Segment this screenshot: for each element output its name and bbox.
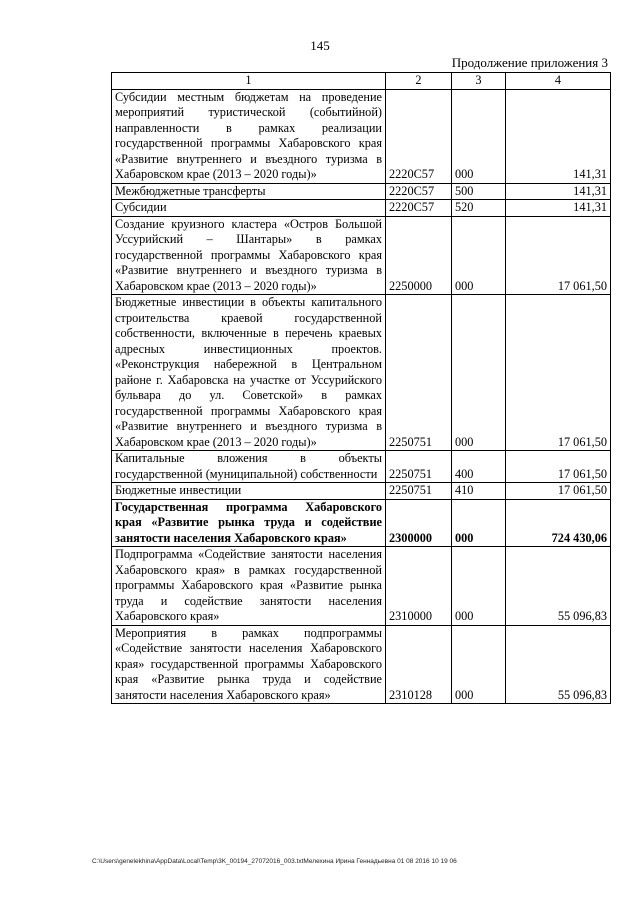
budget-table [111,72,611,704]
table-row [112,295,611,451]
row-amount-cell: 141,31 [506,200,611,217]
row-code-cell: 2310000 [386,547,452,626]
row-code-cell: 2310128 [386,625,452,704]
table-row [112,547,611,626]
row-name-cell: Капитальные вложения в объекты государственной (муниципальной) собственности [112,451,386,483]
header-col-2: 2 [386,73,452,90]
table-row [112,216,611,295]
header-row [112,73,611,90]
row-kind-cell: 400 [452,451,506,483]
row-kind-cell: 410 [452,483,506,500]
row-name-cell: Создание круизного кластера «Остров Большой Уссурийский – Шантары» в рамках государственной программы Хабаровского края «Развитие внутреннего и въездного туризма в Хабаровском крае (2013 – 2020 годы)» [112,216,386,295]
header-col-4: 4 [506,73,611,90]
row-name-cell: Бюджетные инвестиции [112,483,386,500]
table-row [112,625,611,704]
continuation-label: Продолжение приложения 3 [451,55,608,70]
row-name-cell: Подпрограмма «Содействие занятости населения Хабаровского края» в рамках государственной программы Хабаровского края «Развитие рынка труда и содействие занятости населения Хабаровского края» [112,547,386,626]
table-row [112,200,611,217]
row-name-cell: Мероприятия в рамках подпрограммы «Содействие занятости населения Хабаровского края» государственной программы Хабаровского края «Развитие рынка труда и содействие занятости населения Хабаровского края» [112,625,386,704]
table-row [112,89,611,183]
row-code-cell: 2250751 [386,295,452,451]
row-amount-cell: 724 430,06 [506,499,611,547]
row-code-cell: 2220C57 [386,183,452,200]
page-number: 145 [310,38,330,53]
row-kind-cell: 000 [452,216,506,295]
table-row [112,183,611,200]
row-amount-cell: 17 061,50 [506,295,611,451]
row-code-cell: 2250751 [386,483,452,500]
row-amount-cell: 17 061,50 [506,483,611,500]
row-kind-cell: 500 [452,183,506,200]
row-code-cell: 2220C57 [386,89,452,183]
row-code-cell: 2300000 [386,499,452,547]
row-kind-cell: 520 [452,200,506,217]
table-row [112,483,611,500]
row-amount-cell: 141,31 [506,183,611,200]
row-amount-cell: 55 096,83 [506,547,611,626]
row-code-cell: 2220C57 [386,200,452,217]
row-kind-cell: 000 [452,625,506,704]
file-path-footer: C:\Users\genelekhina\AppData\Local\Temp\3K_00194_27072016_003.txtМелехина Ирина Геннадьевна 01 08 2016 10 19 06 [92,858,457,865]
row-kind-cell: 000 [452,499,506,547]
row-name-cell: Субсидии [112,200,386,217]
table-row [112,451,611,483]
row-amount-cell: 17 061,50 [506,451,611,483]
row-name-cell: Межбюджетные трансферты [112,183,386,200]
table-row [112,499,611,547]
row-name-cell: Субсидии местным бюджетам на проведение мероприятий туристической (событийной) направленности в рамках реализации государственной программы Хабаровского края «Развитие внутреннего и въездного туризма в Хабаровском крае (2013 – 2020 годы)» [112,89,386,183]
row-kind-cell: 000 [452,295,506,451]
row-amount-cell: 55 096,83 [506,625,611,704]
row-name-cell: Государственная программа Хабаровского края «Развитие рынка труда и содействие занятости населения Хабаровского края» [112,499,386,547]
header-col-1: 1 [112,73,386,90]
row-amount-cell: 17 061,50 [506,216,611,295]
row-name-cell: Бюджетные инвестиции в объекты капитального строительства краевой государственной собственности, включенные в перечень краевых адресных инвестиционных проектов. «Реконструкция набережной в Центральном районе г. Хабаровска на участке от Уссурийского бульвара до ул. Советской» в рамках государственной программы Хабаровского края «Развитие внутреннего и въездного туризма в Хабаровском крае (2013 – 2020 годы)» [112,295,386,451]
row-kind-cell: 000 [452,547,506,626]
table-body [112,89,611,704]
header-col-3: 3 [452,73,506,90]
row-code-cell: 2250000 [386,216,452,295]
row-amount-cell: 141,31 [506,89,611,183]
row-kind-cell: 000 [452,89,506,183]
row-code-cell: 2250751 [386,451,452,483]
